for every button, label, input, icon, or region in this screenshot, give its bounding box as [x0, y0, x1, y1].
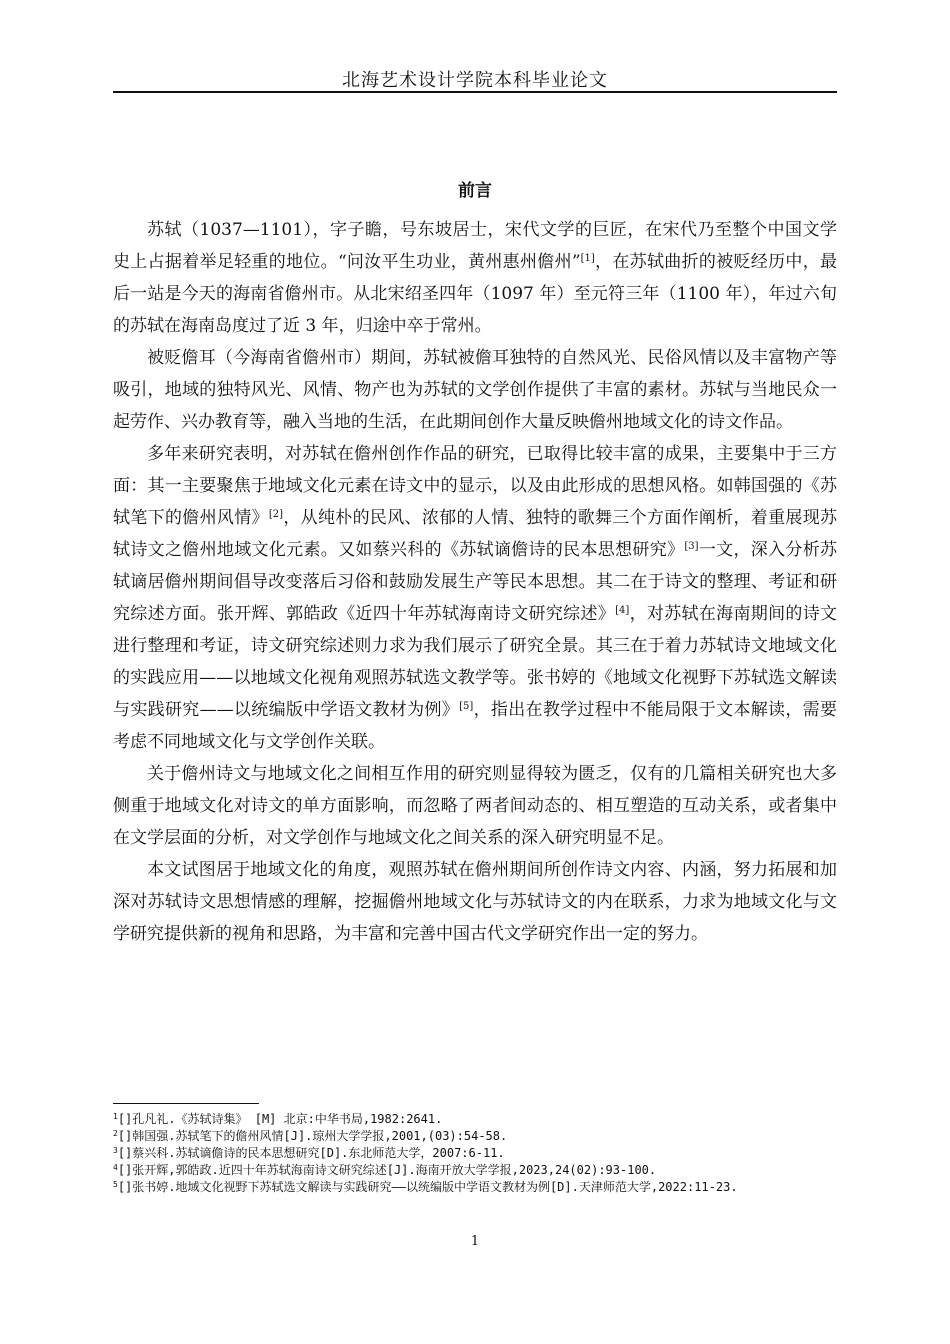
footnote-number: 4 — [113, 1163, 118, 1172]
paragraph-text: 苏轼（1037—1101），字子瞻，号东坡居士，宋代文学的巨匠，在宋代乃至整个中国文学史上占据着举足轻重的地位。“问汝平生功业，黄州惠州儋州” — [113, 220, 837, 272]
page-number: 1 — [470, 1234, 480, 1249]
footnote — [113, 1162, 837, 1179]
footnote — [113, 1179, 837, 1196]
footnote-number: 5 — [113, 1180, 118, 1189]
paragraph — [113, 342, 837, 438]
footnote-number: 2 — [113, 1129, 118, 1138]
footnote-text: []韩国强.苏轼笔下的儋州风情[J].琼州大学学报,2001,(03):54-58. — [117, 1129, 508, 1143]
paragraph-text: 一文，深入分析苏轼谪居儋州期间倡导改变落后习俗和鼓励发展生产等民本思想。其二在于诗文的整理、考证和研究综述方面。张开辉、郭皓政《近四十年苏轼海南诗文研究综述》 — [113, 540, 838, 624]
section-title: 前言 — [458, 181, 492, 201]
footnote-number: 1 — [113, 1112, 118, 1121]
paragraph-text: 被贬儋耳（今海南省儋州市）期间，苏轼被儋耳独特的自然风光、民俗风情以及丰富物产等吸引，地域的独特风光、风情、物产也为苏轼的文学创作提供了丰富的素材。苏轼与当地民众一起劳作、兴办教育等，融入当地的生活，在此期间创作大量反映儋州地域文化的诗文作品。 — [113, 348, 837, 432]
paragraph-text: 多年来研究表明，对苏轼在儋州创作作品的研究，已取得比较丰富的成果，主要集中于三方面：其一主要聚焦于地域文化元素在诗文中的显示，以及由此形成的思想风格。如韩国强的《苏轼笔下的儋州风情》 — [113, 444, 837, 528]
paragraph-text: ，在苏轼曲折的被贬经历中，最后一站是今天的海南省儋州市。从北宋绍圣四年（1097 年）至元符三年（1100 年），年过六旬的苏轼在海南岛度过了近 3 年，归途中卒于常州。 — [113, 252, 837, 336]
footnote-rule — [113, 1103, 259, 1104]
paragraph — [113, 758, 837, 854]
footnote — [113, 1128, 837, 1145]
paragraph-text: ，对苏轼在海南期间的诗文进行整理和考证，诗文研究综述则力求为我们展示了研究全景。其三在于着力苏轼诗文地域文化的实践应用——以地域文化视角观照苏轼选文教学等。张书婷的《地域文化视野下苏轼选文解读与实践研究——以统编版中学语文教材为例》 — [113, 604, 838, 720]
footnote — [113, 1111, 837, 1128]
citation-marker: [5] — [459, 701, 474, 712]
page-header: 北海艺术设计学院本科毕业论文 — [342, 70, 608, 91]
paragraph — [113, 438, 837, 758]
body-text — [113, 214, 837, 950]
footnote-number: 3 — [113, 1146, 118, 1155]
header-rule — [113, 91, 837, 93]
paragraph-text: ，从纯朴的民风、浓郁的人情、独特的歌舞三个方面作阐析，着重展现苏轼诗文之儋州地域文化元素。又如蔡兴科的《苏轼谪儋诗的民本思想研究》 — [113, 508, 838, 560]
footnotes — [113, 1111, 837, 1196]
paragraph — [113, 214, 837, 342]
footnote-text: []孔凡礼.《苏轼诗集》 [M] 北京:中华书局,1982:2641. — [117, 1112, 443, 1126]
footnote-text: []张开辉,郭皓政.近四十年苏轼海南诗文研究综述[J].海南开放大学学报,2023,24(02):93-100. — [117, 1163, 657, 1177]
paragraph-text: 本文试图居于地域文化的角度，观照苏轼在儋州期间所创作诗文内容、内涵，努力拓展和加深对苏轼诗文思想情感的理解，挖掘儋州地域文化与苏轼诗文的内在联系，力求为地域文化与文学研究提供新的视角和思路，为丰富和完善中国古代文学研究作出一定的努力。 — [113, 860, 837, 944]
citation-marker: [1] — [580, 253, 595, 264]
footnote — [113, 1145, 837, 1162]
footnote-text: []蔡兴科.苏轼谪儋诗的民本思想研究[D].东北师范大学，2007:6-11. — [117, 1146, 505, 1160]
citation-marker: [4] — [615, 605, 630, 616]
paragraph-text: 关于儋州诗文与地域文化之间相互作用的研究则显得较为匮乏，仅有的几篇相关研究也大多侧重于地域文化对诗文的单方面影响，而忽略了两者间动态的、相互塑造的互动关系，或者集中在文学层面的分析，对文学创作与地域文化之间关系的深入研究明显不足。 — [113, 764, 837, 848]
paragraph — [113, 854, 837, 950]
citation-marker: [3] — [684, 541, 699, 552]
footnote-text: []张书婷.地域文化视野下苏轼选文解读与实践研究——以统编版中学语文教材为例[D].天津师范大学,2022:11-23. — [117, 1180, 738, 1194]
citation-marker: [2] — [268, 509, 283, 520]
paragraph-text: ，指出在教学过程中不能局限于文本解读，需要考虑不同地域文化与文学创作关联。 — [113, 700, 837, 752]
